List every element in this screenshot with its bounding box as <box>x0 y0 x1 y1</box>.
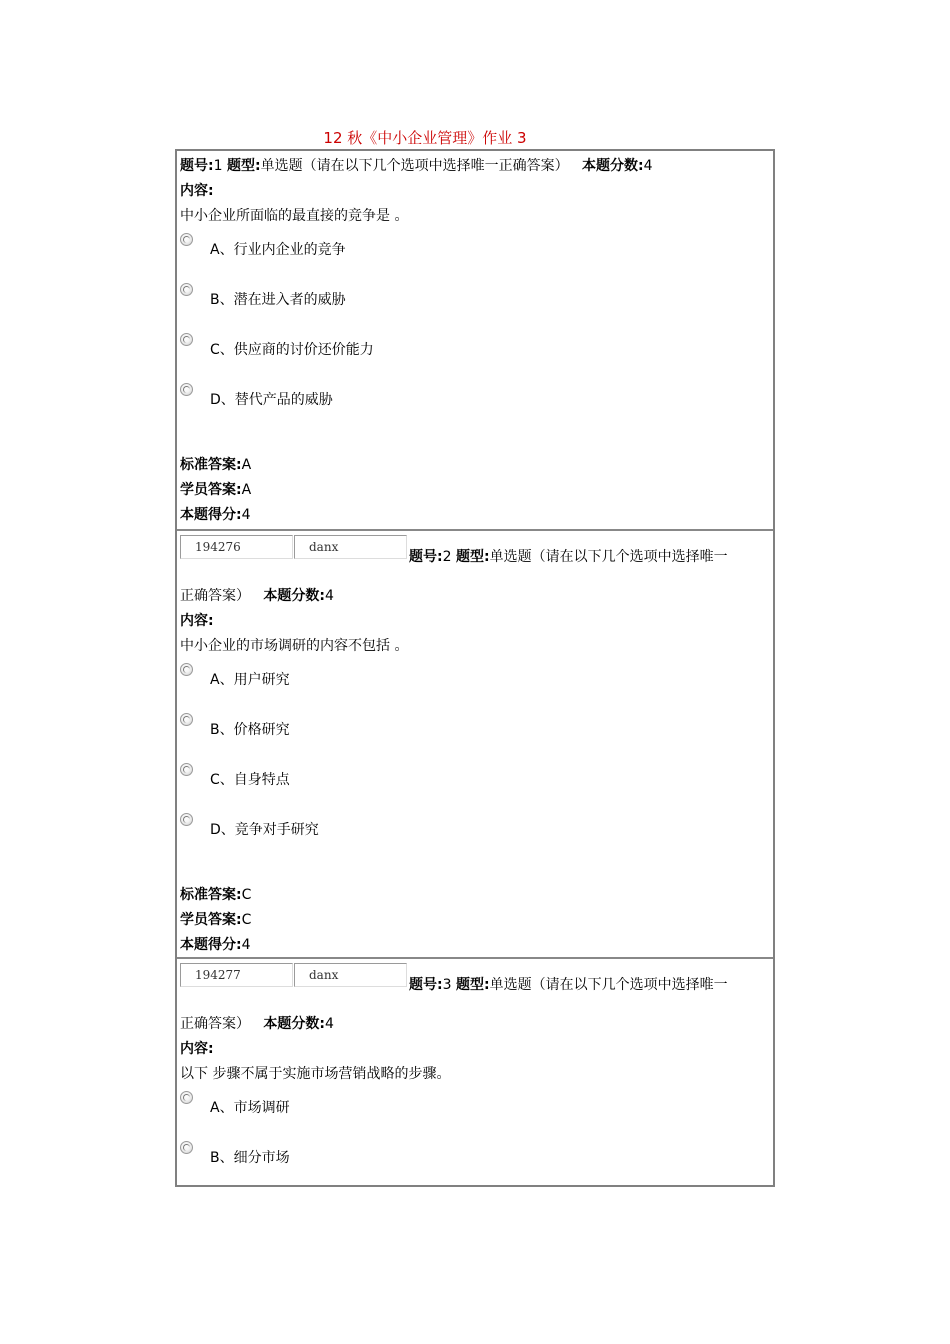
content-label: 内容: <box>180 613 214 629</box>
radio-button[interactable] <box>180 713 193 726</box>
radio-button[interactable] <box>180 333 193 346</box>
question-id-field: 194277 <box>180 963 293 987</box>
radio-button[interactable] <box>180 1091 193 1104</box>
question-sheet <box>175 149 775 1187</box>
radio-button[interactable] <box>180 663 193 676</box>
question-2-header: 题号:2 题型:单选题（请在以下几个选项中选择唯一 <box>409 549 728 565</box>
question-1-header: 题号:1 题型:单选题（请在以下几个选项中选择唯一正确答案） 本题分数:4 <box>180 158 653 174</box>
question-type: 单选题（请在以下几个选项中选择唯一正确答案） <box>260 158 569 174</box>
radio-button[interactable] <box>180 1141 193 1154</box>
question-stem: 中小企业所面临的最直接的竞争是 。 <box>180 208 409 224</box>
student-answer: 学员答案:C <box>180 912 252 928</box>
document-title: 12 秋《中小企业管理》作业 3 <box>323 129 527 147</box>
question-1: 题号:1 题型:单选题（请在以下几个选项中选择唯一正确答案） 本题分数:4 内容: 中小企业所面临的最直接的竞争是 。 A、行业内企业的竞争 B、潜在进入者的威胁 C、供应商的讨价还价能力 D、替代产品的威胁 标准答案:A 学员答案:A 本题得分:4 <box>180 158 653 523</box>
radio-button[interactable] <box>180 383 193 396</box>
question-2-header-cont: 正确答案） 本题分数:4 <box>180 588 334 604</box>
question-code-field: danx <box>294 535 407 559</box>
question-score: 本题得分:4 <box>180 937 251 953</box>
content-label: 内容: <box>180 1041 214 1057</box>
question-3-header-cont: 正确答案） 本题分数:4 <box>180 1016 334 1032</box>
question-stem: 中小企业的市场调研的内容不包括 。 <box>180 638 409 654</box>
question-score: 本题得分:4 <box>180 507 251 523</box>
radio-button[interactable] <box>180 233 193 246</box>
question-3: 194277 danx 题号:3 题型:单选题（请在以下几个选项中选择唯一 正确答案） 本题分数:4 内容: 以下 步骤不属于实施市场营销战略的步骤。 A、市场调研 B、细分市场 <box>177 957 773 1185</box>
radio-button[interactable] <box>180 763 193 776</box>
radio-button[interactable] <box>180 813 193 826</box>
question-2: 194276 danx 题号:2 题型:单选题（请在以下几个选项中选择唯一 正确答案） 本题分数:4 内容: 中小企业的市场调研的内容不包括 。 A、用户研究 B、价格研究 C、自身特点 D、竞争对手研究 标准答案:C 学员答案:C 本题得分:4 <box>177 529 773 957</box>
question-code-field: danx <box>294 963 407 987</box>
standard-answer: 标准答案:A <box>180 457 252 473</box>
question-id-field: 194276 <box>180 535 293 559</box>
question-stem: 以下 步骤不属于实施市场营销战略的步骤。 <box>180 1066 451 1082</box>
radio-button[interactable] <box>180 283 193 296</box>
standard-answer: 标准答案:C <box>180 887 252 903</box>
student-answer: 学员答案:A <box>180 482 252 498</box>
question-3-header: 题号:3 题型:单选题（请在以下几个选项中选择唯一 <box>409 977 728 993</box>
content-label: 内容: <box>180 183 214 199</box>
